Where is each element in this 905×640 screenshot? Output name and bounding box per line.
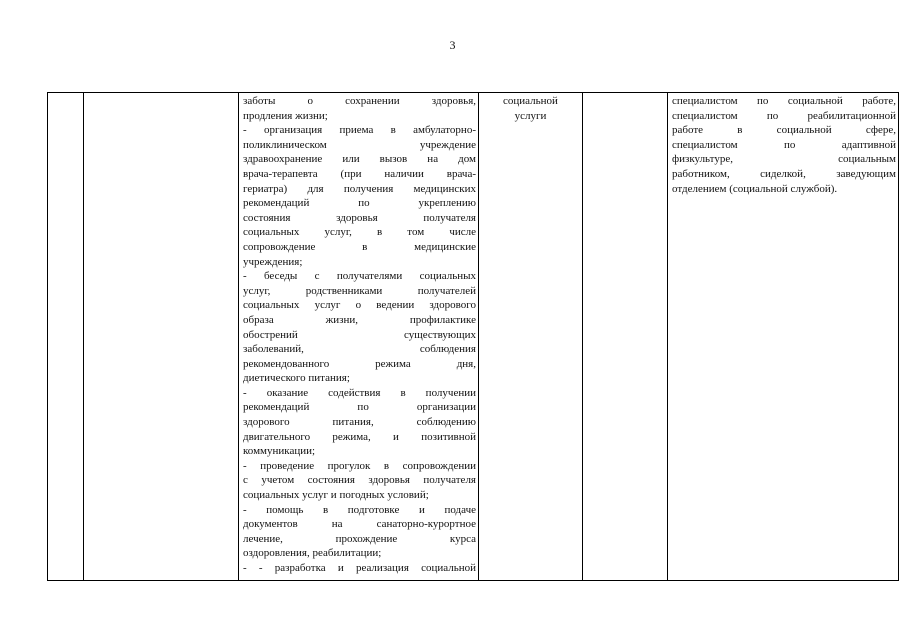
service-description-line: рекомендаций по организации: [243, 401, 476, 414]
performers-cell: [668, 93, 899, 581]
performers-line: специалистом по адаптивной: [672, 138, 896, 151]
service-description-line: поликлиническом учреждение: [243, 138, 476, 151]
service-description-line: диетического питания;: [243, 372, 350, 385]
number-cell: [48, 93, 84, 581]
performers-line: специалистом по реабилитационной: [672, 109, 896, 122]
performers-line: специалистом по социальной работе,: [672, 95, 896, 107]
service-description-line: коммуникации;: [243, 445, 316, 458]
table-row: [48, 93, 899, 581]
service-description-text: [243, 94, 476, 576]
service-description-line: образа жизни, профилактике: [243, 313, 476, 326]
unit-line: социальной: [503, 95, 558, 107]
unit-line: услуги: [514, 109, 547, 122]
service-description-line: - оказание содействия в получении: [243, 386, 476, 399]
service-description-line: - помощь в подготовке и подаче: [243, 503, 476, 516]
service-description-line: оздоровления, реабилитации;: [243, 547, 382, 560]
performers-line: работе в социальной сфере,: [672, 124, 896, 137]
service-description-line: с учетом состояния здоровья получателя: [243, 474, 476, 487]
service-description-line: социальных услуг о ведении здорового: [243, 299, 476, 312]
service-description-line: состояния здоровья получателя: [243, 211, 476, 224]
service-description-line: рекомендаций по укреплению: [243, 197, 476, 210]
service-description-line: социальных услуг, в том числе: [243, 226, 476, 239]
service-description-line: - проведение прогулок в сопровождении: [243, 459, 476, 472]
page-number: 3: [449, 38, 456, 52]
service-description-line: учреждения;: [243, 255, 303, 268]
service-description-cell: [239, 93, 479, 581]
performers-line: отделением (социальной службой).: [672, 182, 838, 195]
service-description-line: двигательного режима, и позитивной: [243, 430, 476, 443]
norm-cell: [583, 93, 668, 581]
service-description-line: рекомендованного режима дня,: [243, 357, 476, 370]
service-description-line: врача-терапевта (при наличии врача-: [243, 167, 476, 180]
unit-text: [481, 94, 580, 123]
unit-cell: [479, 93, 583, 581]
service-description-line: социальных услуг и погодных условий;: [243, 489, 429, 502]
service-name-cell: [84, 93, 239, 581]
service-description-line: гериатра) для получения медицинских: [243, 182, 476, 195]
performers-text: [672, 94, 896, 196]
service-description-line: - организация приема в амбулаторно-: [243, 124, 476, 137]
service-description-line: - беседы с получателями социальных: [243, 270, 476, 283]
performers-line: физкультуре, социальным: [672, 153, 896, 166]
services-table: [47, 92, 899, 581]
service-description-line: обострений существующих: [243, 328, 476, 341]
service-description-line: документов на санаторно-курортное: [243, 518, 476, 531]
performers-line: работником, сиделкой, заведующим: [672, 167, 896, 180]
service-description-line: здорового питания, соблюдению: [243, 416, 476, 429]
service-description-line: сопровождение в медицинские: [243, 240, 476, 253]
service-description-line: - - разработка и реализация социальной: [243, 562, 476, 574]
service-description-line: лечение, прохождение курса: [243, 532, 476, 545]
service-description-line: здравоохранение или вызов на дом: [243, 153, 476, 166]
service-description-line: заболеваний, соблюдения: [243, 343, 476, 356]
service-description-line: заботы о сохранении здоровья,: [243, 95, 476, 107]
service-description-line: продления жизни;: [243, 109, 328, 122]
service-description-line: услуг, родственниками получателей: [243, 284, 476, 297]
